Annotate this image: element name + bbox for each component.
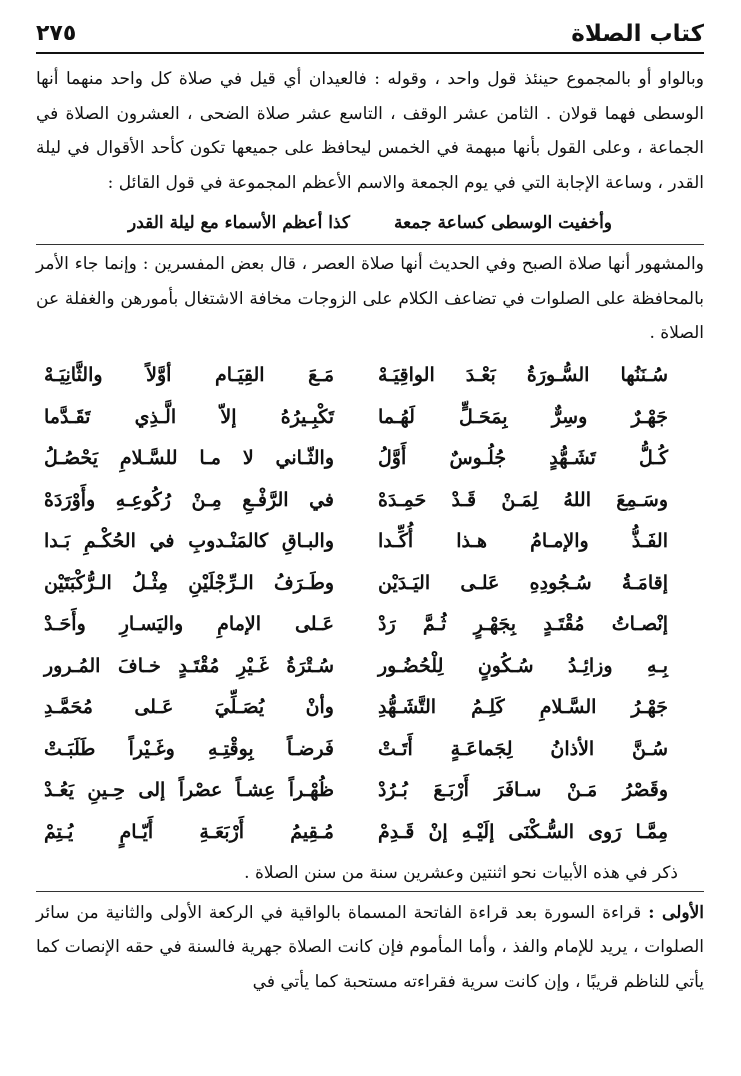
verse-second-hemistich: والبـاقِ كالمَنْـدوبِ في الحُكْـمِ بَـدا [44,530,334,553]
separator-line [36,244,704,245]
verse-second-hemistich: تَكْبِـيرُهُ إلاّ الَّـذِي تَقَـدَّما [44,405,334,428]
quoted-verse-second: كذا أعظم الأسماء مع ليلة القدر [128,213,350,233]
separator-line [36,891,704,892]
poem-verse [36,687,704,729]
verse-first-hemistich: جَهْـرٌ وسِرٌّ بِمَحَـلٍّ لَهُـما [378,405,668,428]
verse-first-hemistich: سُـنَنُها السُّـورَةُ بَعْـدَ الواقِيَـهْ [378,364,668,387]
poem-verse [36,604,704,646]
poem-verse [36,811,704,853]
verse-first-hemistich: جَهْـرُ السَّـلامِ كَلِـمُ التَّشَـهُّدِ [378,696,668,719]
poem-verse [36,645,704,687]
verse-second-hemistich: في الرَّفْـعِ مِـنْ رُكُوعِـهِ وأَوْرَدَهْ [44,488,334,511]
quoted-verse [36,208,704,238]
verse-first-hemistich: وقَصْرُ مَـنْ سـافَرَ أَرْبَـعَ بُـرُدْ [378,779,668,802]
verse-second-hemistich: وطَـرَفُ الـرِّجْلَيْنِ مِثْـلُ الـرُّكْبَتَيْن [44,571,334,594]
verse-first-hemistich: إنْصـاتُ مُقْتَـدٍ بِجَهْـرٍ ثُـمَّ رَدْ [378,613,668,636]
verse-first-hemistich: إقامَـةُ سُـجُودِهِ عَلـى اليَـدَيْن [378,571,668,594]
poem-summary: ذكر في هذه الأبيات نحو اثنتين وعشرين سنة من سنن الصلاة . [244,862,678,883]
poem-verse [36,355,704,397]
page-number: ٢٧٥ [36,21,77,46]
verse-first-hemistich: وسَـمِعَ اللهُ لِمَـنْ قَـدْ حَمِـدَهْ [378,488,668,511]
poem-verse [36,562,704,604]
verse-second-hemistich: عَـلى الإمامِ واليَسـارِ وأَحَـدْ [44,613,334,636]
book-page [36,14,704,1064]
poem-verse [36,438,704,480]
verse-second-hemistich: فَرضـاً بِوقْتِـهِ وغَـيْراً طَلَبَـتْ [44,737,334,760]
verse-second-hemistich: والثّـاني لا مـا للسَّـلامِ يَحْصُـلُ [44,447,334,470]
verse-first-hemistich: كُـلُّ تَشَـهُّدٍ جُلُـوسٌ أَوَّلُ [378,447,668,470]
verse-first-hemistich: مِمَّـا رَوى السُّـكْنَى إلَيْـهِ إنْ قَـدِمْ [378,820,668,843]
running-title: كتاب الصلاة [571,21,704,47]
verse-second-hemistich: ظُهْـراً عِشـاً عصْراً إلى حِـينِ يَعُـدْ [44,779,334,802]
verse-first-hemistich: بِـهِ وزائِـدُ سُـكُونٍ لِلْحُضُـور [378,654,668,677]
quoted-verse-first: وأخفيت الوسطى كساعة جمعة [393,213,612,233]
poem-verse [36,728,704,770]
verse-second-hemistich: سُـتْرَةُ غَـيْرِ مُقْتَـدٍ خـافَ المُـرور [44,654,334,677]
poem-verse [36,770,704,812]
paragraph-lead: الأولى : [648,902,704,923]
verse-second-hemistich: مُـقِيمُ أَرْبَعَـةِ أَيّـامٍ يُـتِمْ [44,820,334,843]
poem-verse [36,479,704,521]
poem-verse [36,521,704,563]
verse-second-hemistich: وأنْ يُصَـلِّيَ عَـلى مُحَمَّـدِ [44,696,334,719]
page-header [36,14,704,54]
verse-first-hemistich: سُـنَّ الأذانُ لِجَماعَـةٍ أَتَـتْ [378,737,668,760]
final-paragraph [36,896,704,1000]
second-paragraph: والمشهور أنها صلاة الصبح وفي الحديث أنها صلاة العصر ، قال بعض المفسرين : وإنما جاء الأمر بالمحافظة على الصلوات في تضاعف الكلام على الزوجات مخافة الاشتغال بأمورهن والغفلة عن الصلاة . [36,254,704,343]
intro-paragraph: وبالواو أو بالمجموع حينئذ قول واحد ، وقوله : فالعيدان أي قيل في صلاة كل واحد منهما أنها الوسطى فهما قولان . الثامن عشر الوقف ، التاسع عشر صلاة الضحى ، العشرون الصلاة في الجماعة ، وعلى القول بأنها مبهمة في الخمس ليحافظ على جميعها تكون كأحد الأقوال في ليلة القدر ، وساعة الإجابة التي في يوم الجمعة والاسم الأعظم المجموعة في قول القائل : [36,69,704,193]
poem [36,355,704,853]
verse-second-hemistich: مَـعَ القِيَـام أوَّلاً والثَّانِيَـهْ [44,364,334,387]
poem-verse [36,396,704,438]
verse-first-hemistich: الفَـذُّ والإمـامُ هـذا أُكِّـدا [378,530,668,553]
paragraph-text: قراءة السورة بعد قراءة الفاتحة المسماة بالواقية في الركعة الأولى والثانية من سائر الصلوات ، يريد للإمام والفذ ، وأما المأموم فإن كانت الصلاة جهرية فالسنة في حقه الإنصات كما يأتي للناظم قريبًا ، وإن كانت سرية فقراءته مستحبة كما يأتي في [36,902,704,992]
